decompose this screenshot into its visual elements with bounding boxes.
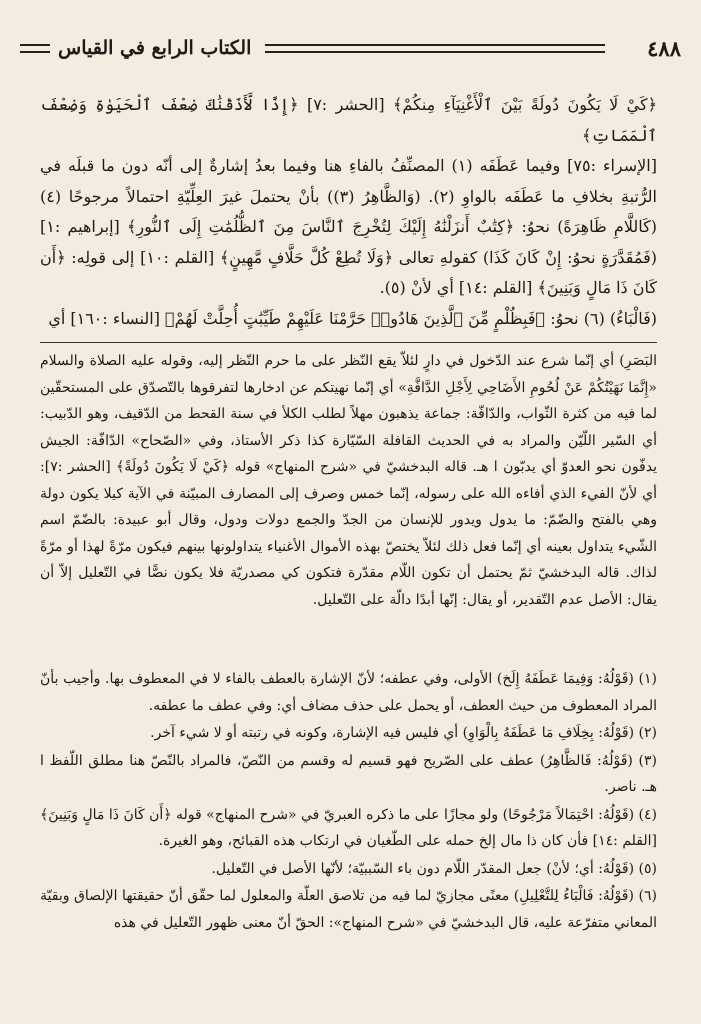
footnotes (40, 666, 657, 937)
page-header (20, 34, 681, 62)
main-paragraph: [الإسراء :٧٥] وفيما عَطَفَه (١) المصنِّفُ بالفاءِ هنا وفيما بعدُ إشارةٌ إلى أنّه دون ما قبلَه في الرُّتبةِ بخلافِ ما عَطَفَه بالواوِ (٢). (وَالظَّاهِرُ (٣)) بأنْ يحتملَ غيرَ العِلِّيّةِ احتمالاً مرجوحًا (٤) (كَاللَّامِ ظَاهِرَةً) نحوُ: ﴿كِتَٰبٌ أَنزَلْنَٰهُ إِلَيْكَ لِتُخْرِجَ ٱلنَّاسَ مِنَ ٱلظُّلُمَٰتِ إِلَى ٱلنُّورِ﴾ [إبراهيم :١] (فَمُقَدَّرَةٍ نحوُ: إِنْ كَانَ كَذَا) كقولهِ تعالى ﴿وَلَا تُطِعْ كُلَّ حَلَّافٍ مَّهِينٍ﴾ [القلم :١٠] إلى قولِه: ﴿أَن كَانَ ذَا مَالٍ وَبَنِينَ﴾ [القلم :١٤] أي لأنْ (٥). (40, 156, 657, 297)
footnote: (٦) (قَوْلُهُ: فَالْبَاءُ لِلتَّعْلِيلِ) معنًى مجازيّ لما فيه من تلاصق العلّة والمعلول لما حقّق أنّ حقيقتها الإلصاق وبقيّة المعاني متفرّعة عليه، قال البدخشيّ في «شرح المنهاج»: الحقّ أنّ معنى ظهور التّعليل في هذه (40, 888, 657, 931)
main-paragraph: ﴿كَيْ لَا يَكُونَ دُولَةً بَيْنَ ٱلْأَغْنِيَآءِ مِنكُمْ﴾ [الحشر :٧] ﴿إِذًا لَّأَذَقْنَٰكَ ضِعْفَ ٱلْحَيَوٰةِ وَضِعْفَ ٱلْمَمَاتِ﴾ (40, 95, 658, 145)
section-divider (40, 342, 657, 343)
running-title: الكتاب الرابع في القياس (58, 37, 252, 59)
main-paragraph: (فَالْبَاءُ) (٦) نحوُ: ﴿فَبِظُلْمٍ مِّنَ ٱلَّذِينَ هَادُوا۟ حَرَّمْنَا عَلَيْهِمْ طَيِّبَٰتٍ أُحِلَّتْ لَهُمْ﴾ [النساء :١٦٠] أي (48, 308, 657, 328)
footnote: (٣) (قَوْلُهُ: فَالظَّاهِرُ) عطف على الصّريح فهو قسيم له وقسم من النّصّ، فالمراد بالنّصّ هنا مطلق اللّفظ ا هـ. ناصر. (40, 752, 657, 795)
header-rule-right (265, 44, 605, 53)
commentary-paragraph: البَصَرِ) أي إنّما شرع عند الدّخول في دارٍ لئلاّ يقع النّظر على ما حرم النّظر إليه، وقوله عليه الصلاة والسلام «إِنَّمَا نَهَيْتُكُمْ عَنْ لُحُومِ الأَضَاحِي لِأَجْلِ الدَّافَّةِ» أي إنّما نهيتكم عن ادخارها لتفرقوها بالتّصدّق على المستحقّين لما فيه من كثرة الثّواب، والدّافّة: جماعة يذهبون مهلاً لطلب الكلأ في سنة القحط من الدّقيف، وهو الدّبيب: أي السّير اللّيّن والمراد به في الحديث القافلة السّيّارة كذا ذكر الأستاذ، وفي «الصّحاح» الدّافّة: الجيش يدفّون نحو العدوّ أي يدبّون ا هـ. قاله البدخشيّ في «شرح المنهاج» قوله ﴿كَيْ لَا يَكُونَ دُولَةً﴾ [الحشر :٧]: أي لأنّ الفيء الذي أفاءه الله على رسوله، إنّما خمس وصرف إلى المصارف المبيّنة في الآية كيلا يكون دولة وهي بالفتح والضّمّ: ما يدول ويدور للإنسان من الجدّ والجمع دولات ودول، وقال أبو عبيدة: بالضّمّ اسم الشّيء يتداول بعينه أي إنّما فعل ذلك لئلاّ يختصّ بهذه الأموال الأغنياء يتداولونها بينهم فيكون مرّةً لهذا أو مرّةً لذاك. قاله البدخشيّ ثمّ يحتمل أن تكون اللّام مقدّرة فتكون كي مصدريّة فلا يكون نصًّا في التّعليل إلاّ أن يقال: الأصل عدم التّقدير، أو يقال: إنّها أبدًا دالّة على التّعليل. (40, 353, 657, 608)
footnote: (١) (قَوْلُهُ: وَفِيمَا عَطَفَهُ إِلَخ) الأولى، وفي عطفه؛ لأنّ الإشارة بالعطف بالفاء لا في المعطوف بها. وأجيب بأنّ المراد المعطوف من حيث العطف، أو يحمل على حذف مضاف أي: وفي عطف ما عطفه. (40, 671, 657, 714)
footnote: (٥) (قَوْلُهُ: أي؛ لأنْ) جعل المقدّر اللّام دون باء السّببيّة؛ لأنّها الأصل في التّعليل. (211, 860, 657, 877)
footnote: (٤) (قَوْلُهُ: احْتِمَالاً مَرْجُوحًا) ولو مجازًا على ما ذكره العبريّ في «شرح المنهاج» قوله ﴿أَن كَانَ ذَا مَالٍ وَبَنِينَ﴾ [القلم :١٤] فأن كان ذا مال إلخ حمله على الطّغيان في ارتكاب هذه القبائح، وهو الغيرة. (40, 806, 657, 849)
page-number: ٤٨٨ (647, 35, 681, 61)
header-rule-left (20, 44, 50, 53)
commentary (40, 348, 657, 613)
main-text (40, 90, 657, 334)
footnote: (٢) (قَوْلُهُ: بِخِلَافِ مَا عَطَفَهُ بِالْوَاوِ) أي فليس فيه الإشارة، وكونه في رتبته أو لا شيء آخر. (150, 725, 657, 741)
